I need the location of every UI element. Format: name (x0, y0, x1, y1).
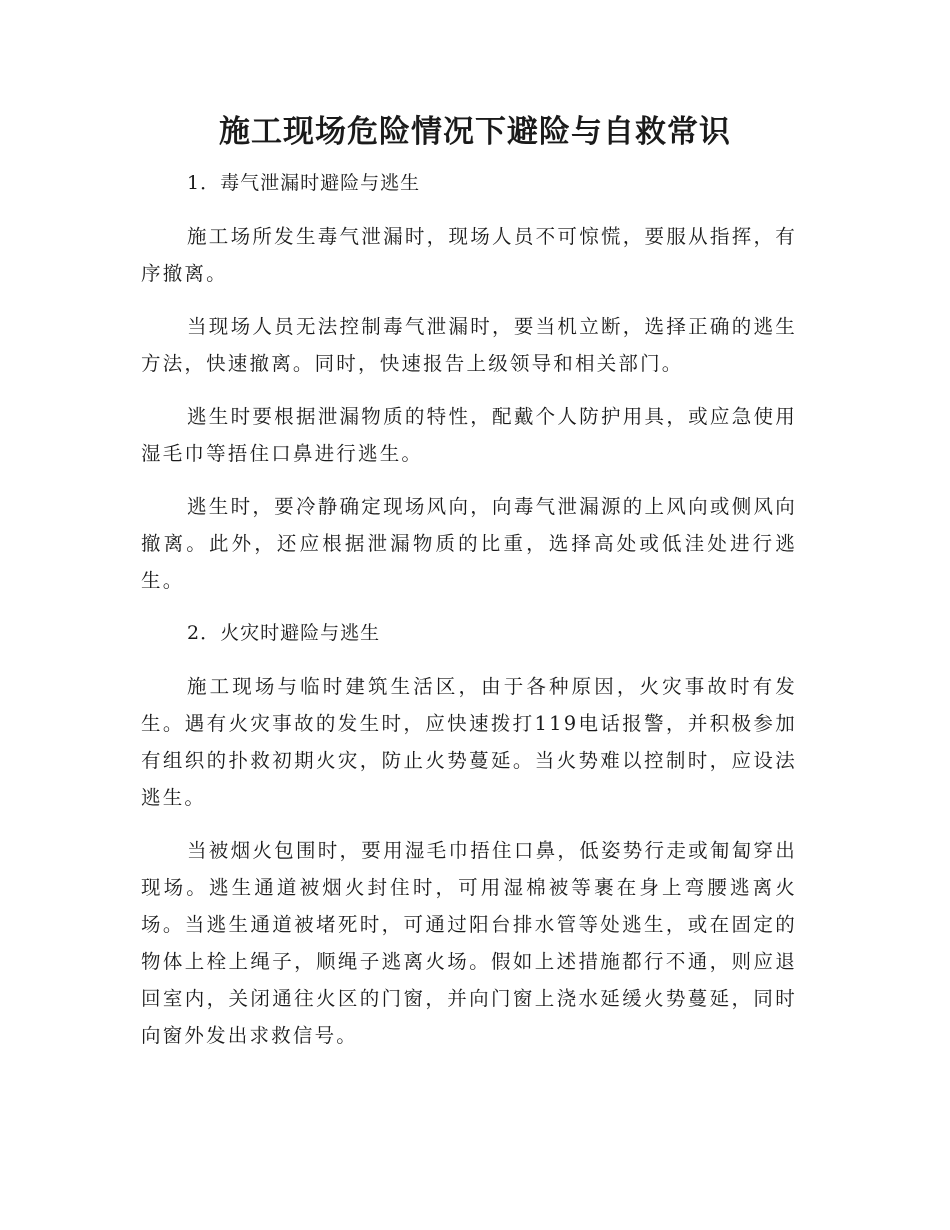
paragraph: 当被烟火包围时，要用湿毛巾捂住口鼻，低姿势行走或匍匐穿出现场。逃生通道被烟火封住时，可用湿棉被等裹在身上弯腰逃离火场。当逃生通道被堵死时，可通过阳台排水管等处逃生，或在固定的物体上栓上绳子，顺绳子逃离火场。假如上述措施都行不通，则应退回室内，关闭通往火区的门窗，并向门窗上浇水延缓火势蔓延，同时向窗外发出求救信号。 (141, 839, 797, 1047)
paragraph: 施工场所发生毒气泄漏时，现场人员不可惊慌，要服从指挥，有序撤离。 (141, 225, 797, 285)
paragraph: 施工现场与临时建筑生活区，由于各种原因，火灾事故时有发生。遇有火灾事故的发生时，应快速拨打119电话报警，并积极参加有组织的扑救初期火灾，防止火势蔓延。当火势难以控制时，应设法逃生。 (141, 675, 797, 809)
document-body (141, 165, 797, 1054)
document-title: 施工现场危险情况下避险与自救常识 (219, 114, 731, 150)
paragraph: 当现场人员无法控制毒气泄漏时，要当机立断，选择正确的逃生方法，快速撤离。同时，快速报告上级领导和相关部门。 (141, 315, 797, 375)
section-heading-fire: 2．火灾时避险与逃生 (187, 622, 381, 644)
paragraph: 逃生时，要冷静确定现场风向，向毒气泄漏源的上风向或侧风向撤离。此外，还应根据泄漏物质的比重，选择高处或低洼处进行逃生。 (141, 495, 797, 592)
section-heading-toxic-gas: 1．毒气泄漏时避险与逃生 (187, 172, 421, 194)
paragraph: 逃生时要根据泄漏物质的特性，配戴个人防护用具，或应急使用湿毛巾等捂住口鼻进行逃生。 (141, 405, 797, 465)
